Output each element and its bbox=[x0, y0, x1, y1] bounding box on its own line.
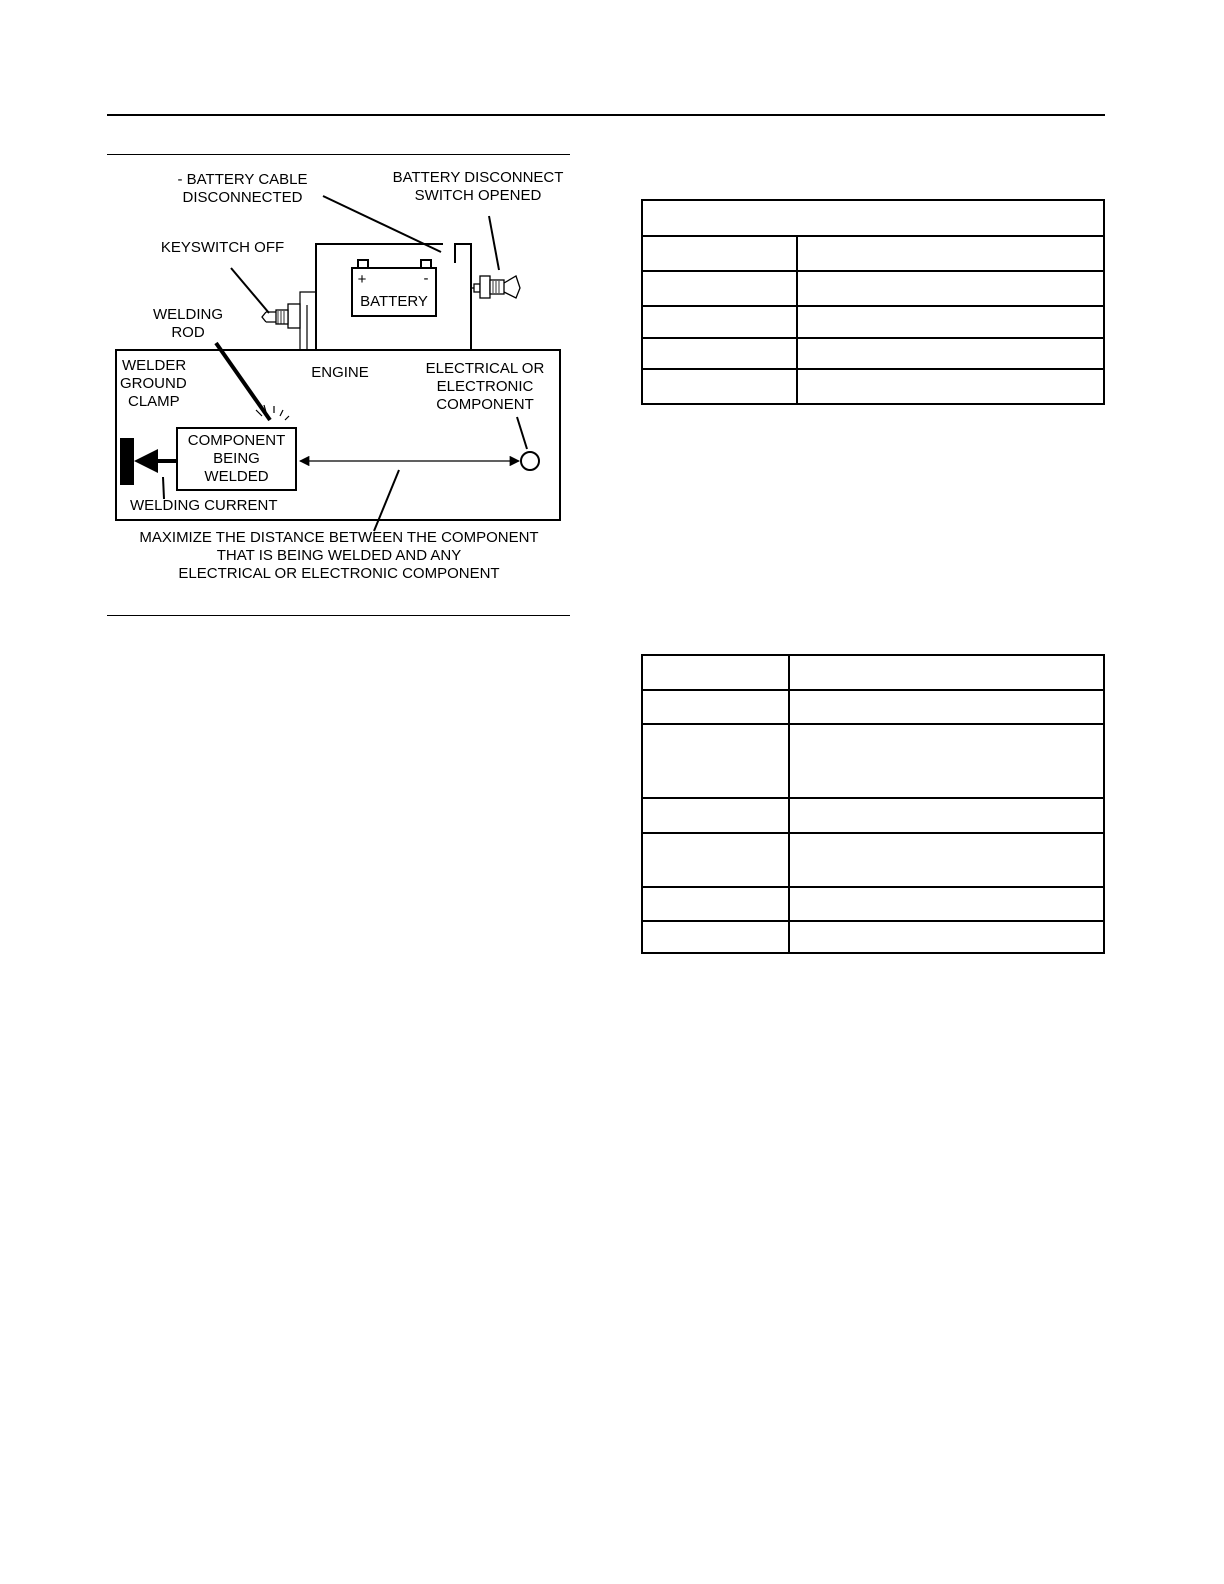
table-top bbox=[641, 199, 1105, 405]
battery-cable-label: - BATTERY CABLE DISCONNECTED bbox=[177, 171, 308, 206]
table-row bbox=[642, 236, 1104, 271]
keyswitch-wire bbox=[300, 292, 316, 350]
keyswitch-leader bbox=[231, 268, 269, 313]
electrical-component-label: ELECTRICAL OR ELECTRONIC COMPONENT bbox=[425, 360, 545, 413]
caption-leader bbox=[374, 470, 399, 531]
battery-minus-label: - bbox=[423, 270, 429, 287]
table-row bbox=[642, 271, 1104, 306]
ground-clamp bbox=[120, 438, 134, 485]
table-row bbox=[642, 798, 1104, 833]
table-row bbox=[642, 369, 1104, 404]
welding-current-leader bbox=[163, 477, 164, 499]
welder-ground-clamp-label: WELDER GROUND CLAMP bbox=[120, 357, 187, 410]
table-row bbox=[642, 306, 1104, 338]
figure-caption: MAXIMIZE THE DISTANCE BETWEEN THE COMPONENT THAT IS BEING WELDED AND ANY ELECTRICAL OR ELECTRONIC COMPONENT bbox=[139, 529, 539, 582]
welding-current-arrowhead bbox=[134, 449, 158, 473]
keyswitch-label: KEYSWITCH OFF bbox=[160, 239, 285, 256]
electronic-component-circle bbox=[521, 452, 539, 470]
table-row bbox=[642, 724, 1104, 798]
welding-current-label: WELDING CURRENT bbox=[130, 497, 278, 514]
keyswitch-graphic bbox=[262, 304, 300, 328]
welding-rod bbox=[216, 343, 270, 420]
table-row bbox=[642, 655, 1104, 690]
table-row bbox=[642, 921, 1104, 953]
table-bottom bbox=[641, 654, 1105, 954]
disconnect-switch-graphic bbox=[474, 276, 520, 298]
disconnect-leader bbox=[489, 216, 499, 270]
table-row bbox=[642, 200, 1104, 236]
welding-rod-label: WELDING ROD bbox=[152, 306, 223, 341]
battery-plus-label: + bbox=[357, 271, 367, 288]
table-row bbox=[642, 887, 1104, 921]
table-row bbox=[642, 338, 1104, 369]
table-row bbox=[642, 833, 1104, 887]
battery-frame-right bbox=[455, 244, 471, 350]
battery-label: BATTERY bbox=[360, 293, 428, 310]
battery-terminal-neg bbox=[421, 260, 431, 268]
table-row bbox=[642, 690, 1104, 724]
engine-label: ENGINE bbox=[311, 364, 369, 381]
electronic-leader bbox=[517, 417, 527, 449]
battery-disconnect-label: BATTERY DISCONNECT SWITCH OPENED bbox=[392, 169, 564, 204]
component-being-welded-label: COMPONENT BEING WELDED bbox=[187, 432, 286, 485]
battery-terminal-pos bbox=[358, 260, 368, 268]
